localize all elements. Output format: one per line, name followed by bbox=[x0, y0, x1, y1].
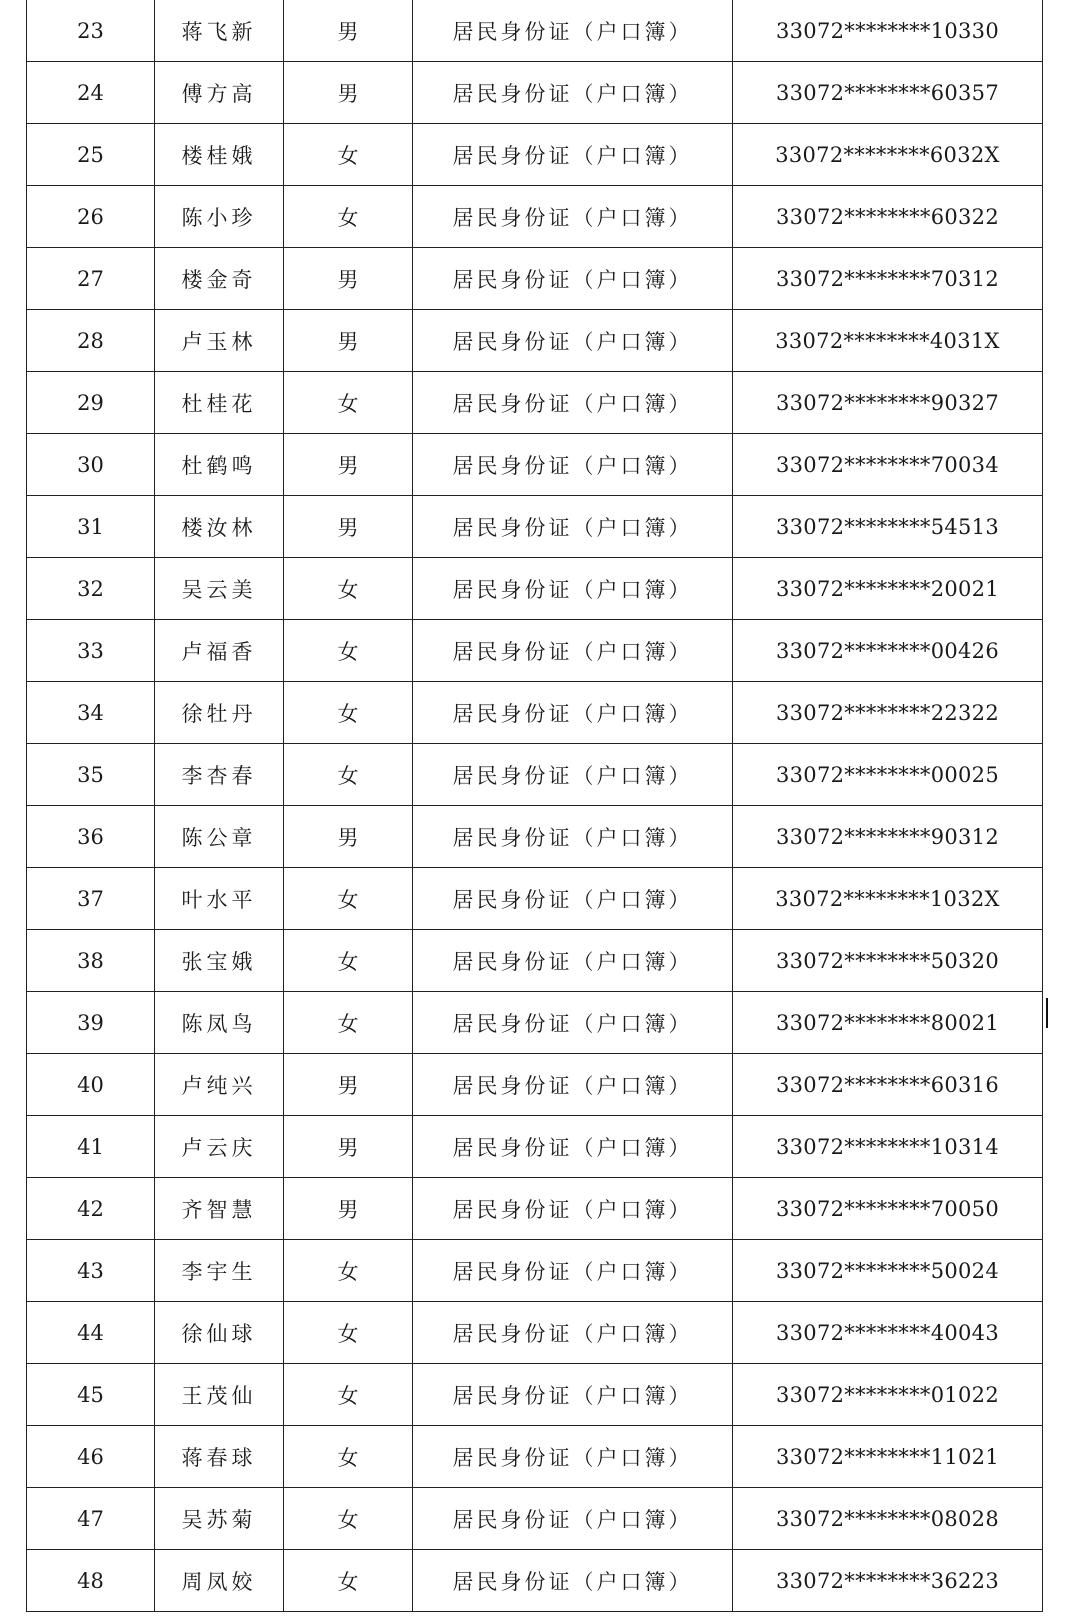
table-row bbox=[27, 186, 1043, 248]
id-number-cell: 33072********4031X bbox=[733, 310, 1043, 372]
gender-cell: 男 bbox=[284, 434, 413, 496]
id-number-cell: 33072********22322 bbox=[733, 682, 1043, 744]
id-number-cell: 33072********60357 bbox=[733, 62, 1043, 124]
name-cell: 卢福香 bbox=[155, 620, 284, 682]
table-row bbox=[27, 310, 1043, 372]
id-document-type-cell: 居民身份证（户口簿） bbox=[413, 1302, 733, 1364]
name-cell: 吴云美 bbox=[155, 558, 284, 620]
table-row bbox=[27, 1426, 1043, 1488]
name-cell: 叶水平 bbox=[155, 868, 284, 930]
name-cell: 李杏春 bbox=[155, 744, 284, 806]
row-number-cell: 24 bbox=[27, 62, 155, 124]
name-cell: 吴苏菊 bbox=[155, 1488, 284, 1550]
name-cell: 卢云庆 bbox=[155, 1116, 284, 1178]
gender-cell: 女 bbox=[284, 1550, 413, 1612]
id-number-cell: 33072********6032X bbox=[733, 124, 1043, 186]
id-document-type-cell: 居民身份证（户口簿） bbox=[413, 248, 733, 310]
id-number-cell: 33072********90327 bbox=[733, 372, 1043, 434]
name-cell: 张宝娥 bbox=[155, 930, 284, 992]
name-cell: 杜桂花 bbox=[155, 372, 284, 434]
id-number-cell: 33072********36223 bbox=[733, 1550, 1043, 1612]
name-cell: 卢纯兴 bbox=[155, 1054, 284, 1116]
table-row bbox=[27, 434, 1043, 496]
row-number-cell: 41 bbox=[27, 1116, 155, 1178]
id-number-cell: 33072********90312 bbox=[733, 806, 1043, 868]
name-cell: 楼桂娥 bbox=[155, 124, 284, 186]
gender-cell: 女 bbox=[284, 1302, 413, 1364]
id-document-type-cell: 居民身份证（户口簿） bbox=[413, 1550, 733, 1612]
row-number-cell: 37 bbox=[27, 868, 155, 930]
id-document-type-cell: 居民身份证（户口簿） bbox=[413, 496, 733, 558]
id-document-type-cell: 居民身份证（户口簿） bbox=[413, 868, 733, 930]
table-row bbox=[27, 806, 1043, 868]
gender-cell: 女 bbox=[284, 682, 413, 744]
id-document-type-cell: 居民身份证（户口簿） bbox=[413, 1364, 733, 1426]
row-number-cell: 25 bbox=[27, 124, 155, 186]
name-cell: 卢玉林 bbox=[155, 310, 284, 372]
name-cell: 陈小珍 bbox=[155, 186, 284, 248]
table-row bbox=[27, 1240, 1043, 1302]
gender-cell: 女 bbox=[284, 558, 413, 620]
table-row bbox=[27, 744, 1043, 806]
id-number-cell: 33072********00426 bbox=[733, 620, 1043, 682]
table-row bbox=[27, 248, 1043, 310]
id-number-cell: 33072********70050 bbox=[733, 1178, 1043, 1240]
id-document-type-cell: 居民身份证（户口簿） bbox=[413, 682, 733, 744]
id-document-type-cell: 居民身份证（户口簿） bbox=[413, 1488, 733, 1550]
table-row bbox=[27, 496, 1043, 558]
table-row bbox=[27, 1488, 1043, 1550]
table-row bbox=[27, 620, 1043, 682]
row-number-cell: 27 bbox=[27, 248, 155, 310]
id-number-cell: 33072********50320 bbox=[733, 930, 1043, 992]
id-document-type-cell: 居民身份证（户口簿） bbox=[413, 434, 733, 496]
name-cell: 周凤姣 bbox=[155, 1550, 284, 1612]
id-document-type-cell: 居民身份证（户口簿） bbox=[413, 744, 733, 806]
row-number-cell: 35 bbox=[27, 744, 155, 806]
table-row bbox=[27, 1550, 1043, 1612]
name-cell: 徐仙球 bbox=[155, 1302, 284, 1364]
id-number-cell: 33072********40043 bbox=[733, 1302, 1043, 1364]
table-row bbox=[27, 1364, 1043, 1426]
id-number-cell: 33072********54513 bbox=[733, 496, 1043, 558]
gender-cell: 女 bbox=[284, 1426, 413, 1488]
row-number-cell: 30 bbox=[27, 434, 155, 496]
id-number-cell: 33072********70034 bbox=[733, 434, 1043, 496]
row-number-cell: 32 bbox=[27, 558, 155, 620]
id-number-cell: 33072********70312 bbox=[733, 248, 1043, 310]
id-document-type-cell: 居民身份证（户口簿） bbox=[413, 124, 733, 186]
table-row bbox=[27, 1178, 1043, 1240]
name-cell: 陈凤鸟 bbox=[155, 992, 284, 1054]
document-page bbox=[26, 0, 1042, 1612]
gender-cell: 女 bbox=[284, 372, 413, 434]
gender-cell: 女 bbox=[284, 620, 413, 682]
row-number-cell: 36 bbox=[27, 806, 155, 868]
table-row bbox=[27, 62, 1043, 124]
gender-cell: 男 bbox=[284, 0, 413, 62]
id-number-cell: 33072********10330 bbox=[733, 0, 1043, 62]
row-number-cell: 33 bbox=[27, 620, 155, 682]
table-row bbox=[27, 682, 1043, 744]
row-number-cell: 39 bbox=[27, 992, 155, 1054]
id-document-type-cell: 居民身份证（户口簿） bbox=[413, 310, 733, 372]
table-row bbox=[27, 992, 1043, 1054]
name-cell: 蒋春球 bbox=[155, 1426, 284, 1488]
id-document-type-cell: 居民身份证（户口簿） bbox=[413, 1178, 733, 1240]
gender-cell: 男 bbox=[284, 62, 413, 124]
id-document-type-cell: 居民身份证（户口簿） bbox=[413, 930, 733, 992]
gender-cell: 男 bbox=[284, 310, 413, 372]
row-number-cell: 38 bbox=[27, 930, 155, 992]
id-number-cell: 33072********08028 bbox=[733, 1488, 1043, 1550]
row-number-cell: 40 bbox=[27, 1054, 155, 1116]
table-row bbox=[27, 372, 1043, 434]
id-number-cell: 33072********10314 bbox=[733, 1116, 1043, 1178]
row-number-cell: 34 bbox=[27, 682, 155, 744]
id-document-type-cell: 居民身份证（户口簿） bbox=[413, 620, 733, 682]
registrant-table-body bbox=[27, 0, 1043, 1612]
gender-cell: 女 bbox=[284, 744, 413, 806]
row-number-cell: 28 bbox=[27, 310, 155, 372]
registrant-table bbox=[26, 0, 1043, 1612]
id-number-cell: 33072********01022 bbox=[733, 1364, 1043, 1426]
gender-cell: 男 bbox=[284, 248, 413, 310]
gender-cell: 女 bbox=[284, 1240, 413, 1302]
gender-cell: 男 bbox=[284, 496, 413, 558]
gender-cell: 女 bbox=[284, 1488, 413, 1550]
gender-cell: 女 bbox=[284, 186, 413, 248]
id-document-type-cell: 居民身份证（户口簿） bbox=[413, 372, 733, 434]
row-number-cell: 46 bbox=[27, 1426, 155, 1488]
row-number-cell: 29 bbox=[27, 372, 155, 434]
id-document-type-cell: 居民身份证（户口簿） bbox=[413, 806, 733, 868]
row-number-cell: 43 bbox=[27, 1240, 155, 1302]
row-number-cell: 48 bbox=[27, 1550, 155, 1612]
id-document-type-cell: 居民身份证（户口簿） bbox=[413, 558, 733, 620]
id-document-type-cell: 居民身份证（户口簿） bbox=[413, 1116, 733, 1178]
id-document-type-cell: 居民身份证（户口簿） bbox=[413, 1240, 733, 1302]
id-document-type-cell: 居民身份证（户口簿） bbox=[413, 62, 733, 124]
row-number-cell: 26 bbox=[27, 186, 155, 248]
id-document-type-cell: 居民身份证（户口簿） bbox=[413, 1054, 733, 1116]
row-number-cell: 23 bbox=[27, 0, 155, 62]
gender-cell: 女 bbox=[284, 1364, 413, 1426]
gender-cell: 男 bbox=[284, 806, 413, 868]
table-row bbox=[27, 558, 1043, 620]
id-number-cell: 33072********50024 bbox=[733, 1240, 1043, 1302]
name-cell: 徐牡丹 bbox=[155, 682, 284, 744]
name-cell: 齐智慧 bbox=[155, 1178, 284, 1240]
name-cell: 楼汝林 bbox=[155, 496, 284, 558]
table-row bbox=[27, 868, 1043, 930]
name-cell: 傅方高 bbox=[155, 62, 284, 124]
id-document-type-cell: 居民身份证（户口簿） bbox=[413, 992, 733, 1054]
row-number-cell: 44 bbox=[27, 1302, 155, 1364]
name-cell: 楼金奇 bbox=[155, 248, 284, 310]
table-row bbox=[27, 1116, 1043, 1178]
row-number-cell: 31 bbox=[27, 496, 155, 558]
table-row bbox=[27, 0, 1043, 62]
name-cell: 陈公章 bbox=[155, 806, 284, 868]
gender-cell: 男 bbox=[284, 1054, 413, 1116]
table-row bbox=[27, 124, 1043, 186]
gender-cell: 女 bbox=[284, 992, 413, 1054]
gender-cell: 女 bbox=[284, 124, 413, 186]
id-number-cell: 33072********1032X bbox=[733, 868, 1043, 930]
row-number-cell: 42 bbox=[27, 1178, 155, 1240]
name-cell: 蒋飞新 bbox=[155, 0, 284, 62]
id-number-cell: 33072********60316 bbox=[733, 1054, 1043, 1116]
id-document-type-cell: 居民身份证（户口簿） bbox=[413, 1426, 733, 1488]
row-number-cell: 47 bbox=[27, 1488, 155, 1550]
table-row bbox=[27, 1054, 1043, 1116]
gender-cell: 男 bbox=[284, 1116, 413, 1178]
name-cell: 李宇生 bbox=[155, 1240, 284, 1302]
id-number-cell: 33072********11021 bbox=[733, 1426, 1043, 1488]
gender-cell: 女 bbox=[284, 930, 413, 992]
name-cell: 杜鹤鸣 bbox=[155, 434, 284, 496]
id-number-cell: 33072********20021 bbox=[733, 558, 1043, 620]
id-document-type-cell: 居民身份证（户口簿） bbox=[413, 0, 733, 62]
name-cell: 王茂仙 bbox=[155, 1364, 284, 1426]
id-number-cell: 33072********60322 bbox=[733, 186, 1043, 248]
id-document-type-cell: 居民身份证（户口簿） bbox=[413, 186, 733, 248]
id-number-cell: 33072********00025 bbox=[733, 744, 1043, 806]
gender-cell: 男 bbox=[284, 1178, 413, 1240]
gender-cell: 女 bbox=[284, 868, 413, 930]
table-row bbox=[27, 1302, 1043, 1364]
table-row bbox=[27, 930, 1043, 992]
text-cursor bbox=[1046, 998, 1048, 1028]
id-number-cell: 33072********80021 bbox=[733, 992, 1043, 1054]
row-number-cell: 45 bbox=[27, 1364, 155, 1426]
